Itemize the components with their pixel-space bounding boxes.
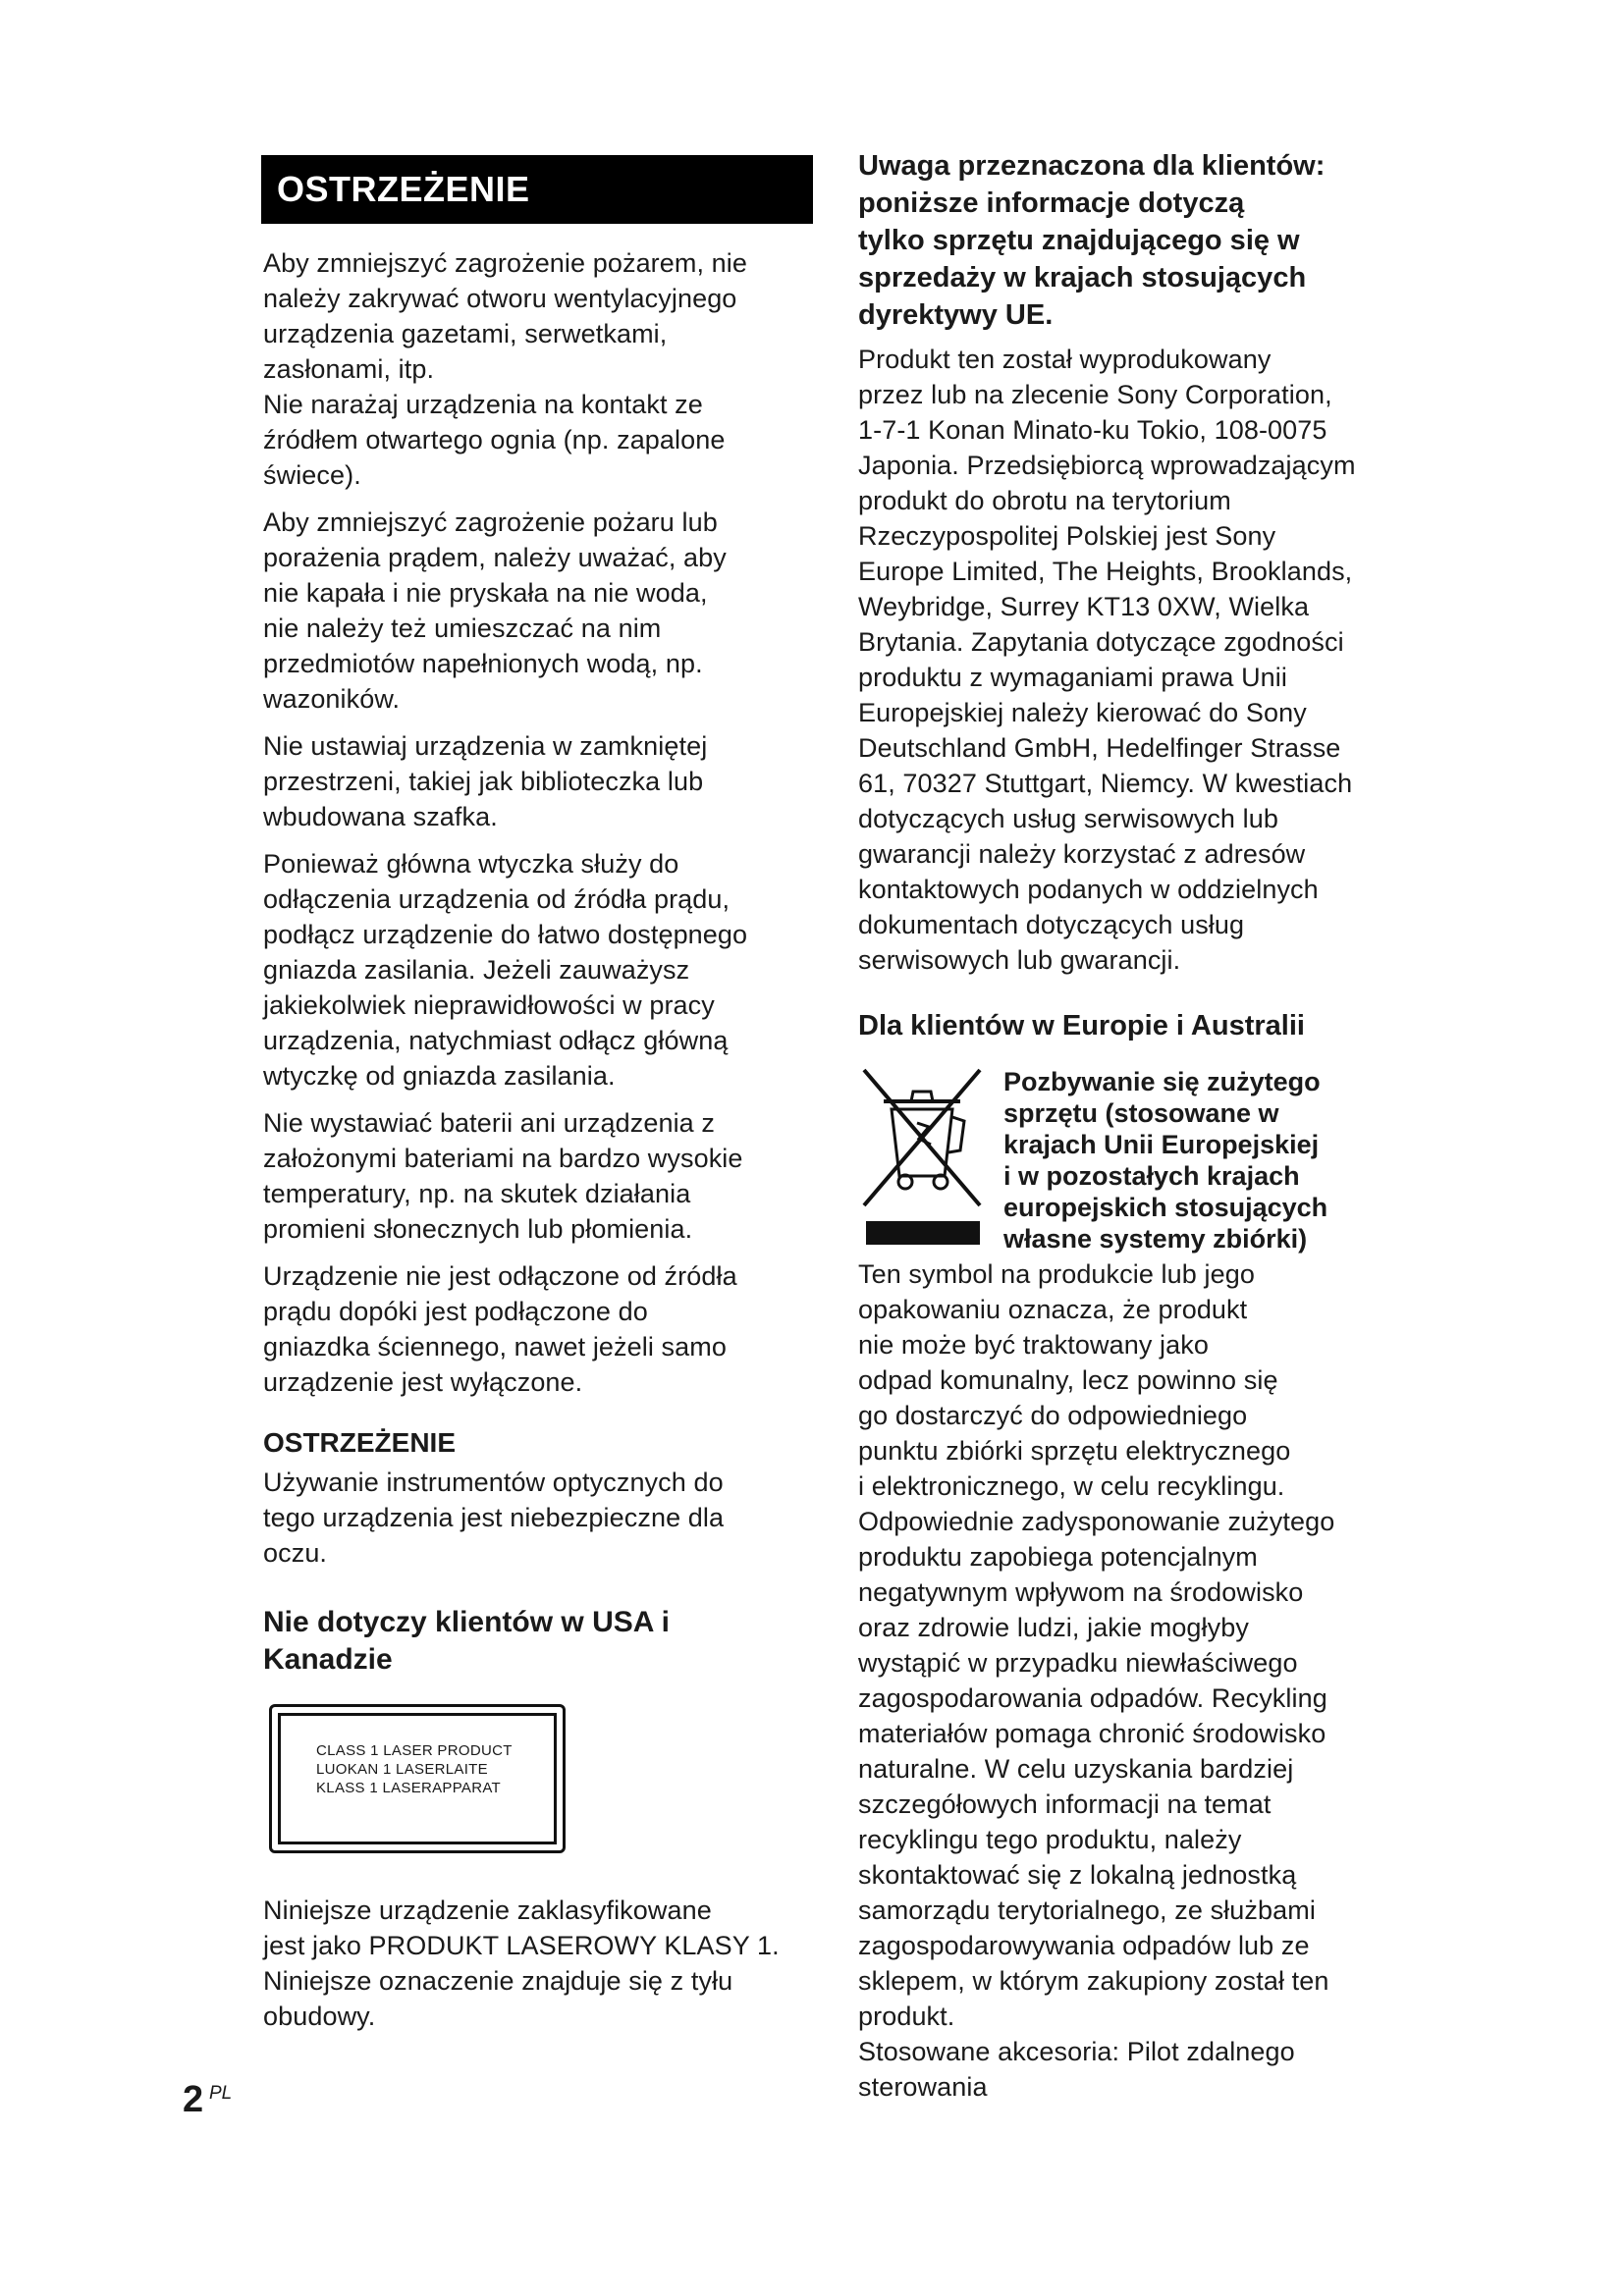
paragraph-manufacturer: Produkt ten został wyprodukowany przez lub na zlecenie Sony Corporation, 1-7-1 Konan Minato-ku Tokio, 108-0075 Japonia. Przedsiębiorcą wprowadzającym produkt do obrotu na terytorium Rzeczypospolitej Polskiej jest Sony Europe Limited, The Heights, Brooklands, Weybridge, Surrey KT13 0XW, Wielka Brytania. Zapytania dotyczące zgodności produktu z wymaganiami prawa Unii Europejskiej należy kierować do Sony Deutschland GmbH, Hedelfinger Strasse 61, 70327 Stuttgart, Niemcy. W kwestiach dotyczących usług serwisowych lub gwarancji należy korzystać z adresów kontaktowych podanych w oddzielnych dokumentach dotyczących usług serwisowych lub gwarancji. — [858, 345, 1356, 975]
page-language: PL — [209, 2083, 233, 2104]
right-column — [858, 147, 1408, 2116]
paragraph-fire-warning: Aby zmniejszyć zagrożenie pożarem, nie należy zakrywać otworu wentylacyjnego urządzenia gazetami, serwetkami, zasłonami, itp. Nie narażaj urządzenia na kontakt ze źródłem otwartego ognia (np. zapalone świece). — [263, 248, 748, 490]
paragraph-battery-heat: Nie wystawiać baterii ani urządzenia z założonymi bateriami na bardzo wysokie temperatury, np. na skutek działania promieni słonecznych lub płomienia. — [263, 1108, 743, 1244]
warning-heading: OSTRZEŻENIE — [261, 155, 813, 224]
laser-label-line: KLASS 1 LASERAPPARAT — [316, 1780, 502, 1796]
weee-disposal-title: Pozbywanie się zużytego sprzętu (stosowane w krajach Unii Europejskiej i w pozostałych krajach europejskich stosujących własne systemy zbiórki) — [1003, 1067, 1328, 1254]
laser-class-label-inner — [278, 1713, 557, 1844]
paragraph-water-warning: Aby zmniejszyć zagrożenie pożaru lub porażenia prądem, należy uważać, aby nie kapała i nie pryskała na nie woda, nie należy też umieszczać na nim przedmiotów napełnionych wodą, np. wazoników. — [263, 507, 727, 714]
page-number: 2 — [183, 2079, 204, 2120]
crossed-out-bin-icon — [858, 1062, 986, 1249]
paragraph-main-plug: Ponieważ główna wtyczka służy do odłączenia urządzenia od źródła prądu, podłącz urządzenie do łatwo dostępnego gniazda zasilania. Jeżeli zauważysz jakiekolwiek nieprawidłowości w pracy urządzenia, natychmiast odłącz główną wtyczkę od gniazda zasilania. — [263, 849, 748, 1091]
paragraph-laser-class: Niniejsze urządzenie zaklasyfikowane jest jako PRODUKT LASEROWY KLASY 1. Niniejsze oznaczenie znajduje się z tyłu obudowy. — [263, 1896, 780, 2031]
warning-subheading: OSTRZEŻENIE — [263, 1427, 457, 1458]
paragraph-weee-info: Ten symbol na produkcie lub jego opakowaniu oznacza, że produkt nie może być traktowany jako odpad komunalny, lecz powinno się go dostarczyć do odpowiedniego punktu zbiórki sprzętu elektrycznego i elektronicznego, w celu recyklingu. Odpowiednie zadysponowanie zużytego produktu zapobiega potencjalnym negatywnym wpływom na środowisko oraz zdrowie ludzi, jakie mogłyby wystąpić w przypadku niewłaściwego zagospodarowania odpadów. Recykling materiałów pomaga chronić środowisko naturalne. W celu uzyskania bardziej szczegółowych informacji na temat recyklingu tego produktu, należy skontaktować się z lokalną jednostką samorządu terytorialnego, ze służbami zagospodarowywania odpadów lub ze sklepem, w którym zakupiony został ten produkt. Stosowane akcesoria: Pilot zdalnego sterowania — [858, 1259, 1335, 2102]
left-column — [263, 155, 813, 2046]
usa-canada-heading: Nie dotyczy klientów w USA i Kanadzie — [263, 1606, 670, 1676]
laser-label-line: CLASS 1 LASER PRODUCT — [316, 1742, 513, 1759]
paragraph-enclosed-space: Nie ustawiaj urządzenia w zamkniętej przestrzeni, takiej jak biblioteczka lub wbudowana szafka. — [263, 731, 708, 831]
europe-australia-heading: Dla klientów w Europie i Australii — [858, 1010, 1305, 1041]
laser-class-label — [269, 1704, 566, 1853]
paragraph-disconnect: Urządzenie nie jest odłączone od źródła prądu dopóki jest podłączone do gniazdka ściennego, nawet jeżeli samo urządzenie jest wyłączone. — [263, 1261, 737, 1397]
eu-customers-heading: Uwaga przeznaczona dla klientów: poniższe informacje dotyczą tylko sprzętu znajdującego się w sprzedaży w krajach stosujących dyrektywy UE. — [858, 150, 1326, 331]
laser-label-line: LUOKAN 1 LASERLAITE — [316, 1761, 488, 1778]
paragraph-optical-instruments: Używanie instrumentów optycznych do tego urządzenia jest niebezpieczne dla oczu. — [263, 1468, 725, 1568]
weee-block — [858, 1062, 1408, 1256]
